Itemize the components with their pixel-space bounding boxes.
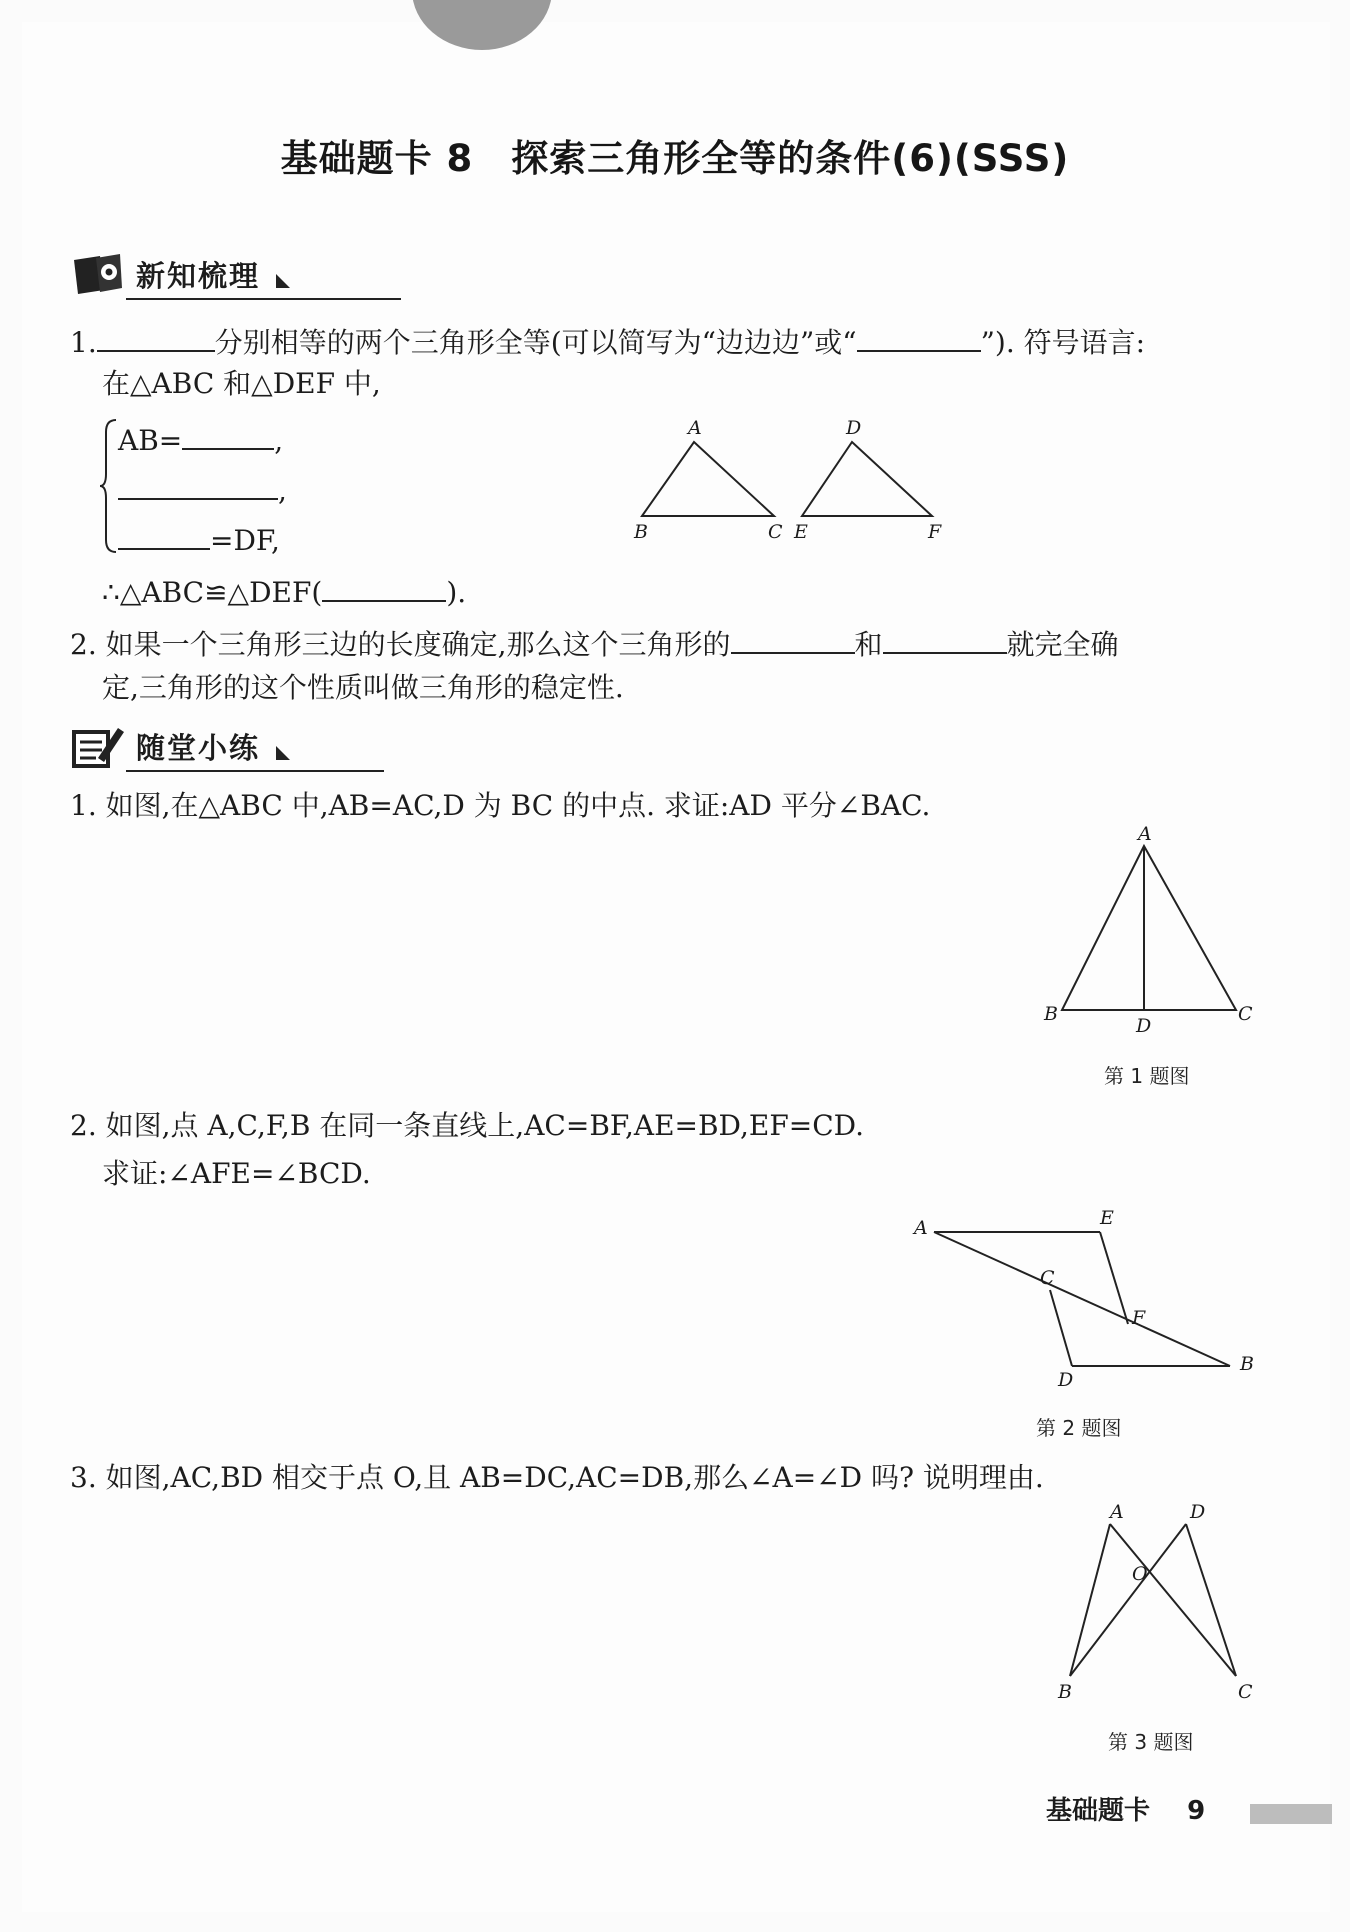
knowledge-q2-line2: 定,三角形的这个性质叫做三角形的稳定性. xyxy=(102,671,624,704)
vertex-label: C xyxy=(1040,1267,1055,1289)
answer-blank[interactable] xyxy=(97,320,215,352)
page-number: 9 xyxy=(1187,1796,1206,1826)
answer-blank[interactable] xyxy=(182,418,274,450)
vertex-label: C xyxy=(1238,1681,1253,1703)
knowledge-q1-therefore: ∴△ABC≌△DEF( ). xyxy=(102,570,466,611)
knowledge-q1-brace-row3: =DF, xyxy=(118,518,280,559)
answer-blank[interactable] xyxy=(857,320,981,352)
triangle-def xyxy=(802,442,932,516)
answer-blank[interactable] xyxy=(118,518,210,550)
figure-2 xyxy=(900,1208,1270,1388)
vertex-label: A xyxy=(1138,823,1152,845)
answer-blank[interactable] xyxy=(118,468,278,500)
corner-triangle-icon xyxy=(274,272,292,290)
segment-dc xyxy=(1186,1524,1236,1676)
answer-blank[interactable] xyxy=(322,570,446,602)
figure-3-caption: 第 3 题图 xyxy=(1108,1730,1194,1754)
triangle-pair-figure xyxy=(630,420,950,540)
practice-q1: 1. 如图,在△ABC 中,AB=AC,D 为 BC 的中点. 求证:AD 平分∠BAC. xyxy=(70,789,931,822)
vertex-label: D xyxy=(1058,1369,1074,1388)
segment-ef xyxy=(1100,1232,1128,1324)
figure-2-caption: 第 2 题图 xyxy=(1036,1416,1122,1440)
vertex-label: D xyxy=(1136,1015,1152,1037)
system-brace xyxy=(98,418,118,554)
practice-q3: 3. 如图,AC,BD 相交于点 O,且 AB=DC,AC=DB,那么∠A=∠D 吗? 说明理由. xyxy=(70,1461,1044,1494)
practice-q2-line1: 2. 如图,点 A,C,F,B 在同一条直线上,AC=BF,AE=BD,EF=CD. xyxy=(70,1109,865,1142)
section-header-practice xyxy=(70,724,292,768)
notebook-pencil-icon xyxy=(70,724,126,768)
vertex-label: B xyxy=(1044,1003,1058,1025)
vertex-label: F xyxy=(1132,1307,1146,1329)
figure-1 xyxy=(1040,820,1260,1040)
vertex-label: B xyxy=(1058,1681,1072,1703)
segment-cd xyxy=(1050,1290,1072,1366)
section-title-practice: 随堂小练 xyxy=(136,730,261,765)
page-footer xyxy=(1046,1790,1205,1827)
segment-ab xyxy=(1070,1524,1110,1676)
vertex-label: C xyxy=(768,521,783,540)
vertex-label: B xyxy=(1240,1353,1254,1375)
knowledge-q1-line1: 1. 分别相等的两个三角形全等(可以简写为“边边边”或“ ”). 符号语言: xyxy=(70,320,1145,361)
section-title-knowledge: 新知梳理 xyxy=(136,258,261,293)
triangle-abc xyxy=(642,442,774,516)
footer-label: 基础题卡 xyxy=(1046,1796,1151,1826)
knowledge-q1-line2: 在△ABC 和△DEF 中, xyxy=(102,367,381,400)
vertex-label: C xyxy=(1238,1003,1253,1025)
vertex-label: A xyxy=(688,420,702,439)
vertex-label: O xyxy=(1132,1563,1148,1585)
vertex-label: B xyxy=(634,521,648,540)
page-title: 基础题卡 8 探索三角形全等的条件(6)(SSS) xyxy=(280,137,1070,180)
section-header-knowledge xyxy=(70,252,292,296)
vertex-label: A xyxy=(1110,1501,1124,1523)
vertex-label: D xyxy=(1190,1501,1206,1523)
figure-1-caption: 第 1 题图 xyxy=(1104,1064,1190,1088)
vertex-label: E xyxy=(794,521,808,540)
knowledge-q1-brace-row1: AB= , xyxy=(118,418,283,459)
knowledge-q2-line1: 2. 如果一个三角形三边的长度确定,那么这个三角形的 和 就完全确 xyxy=(70,622,1119,663)
book-icon xyxy=(70,252,126,296)
vertex-label: D xyxy=(846,420,862,439)
answer-blank[interactable] xyxy=(731,622,855,654)
line-ab xyxy=(934,1232,1230,1366)
footer-bar xyxy=(1250,1804,1332,1824)
answer-blank[interactable] xyxy=(883,622,1007,654)
knowledge-q1-brace-row2: , xyxy=(118,468,287,509)
vertex-label: E xyxy=(1100,1208,1114,1229)
figure-3 xyxy=(1040,1500,1270,1710)
triangle-abc xyxy=(1062,846,1236,1010)
practice-q2-line2: 求证:∠AFE=∠BCD. xyxy=(102,1157,371,1190)
vertex-label: F xyxy=(928,521,942,540)
corner-triangle-icon xyxy=(274,744,292,762)
vertex-label: A xyxy=(914,1217,928,1239)
